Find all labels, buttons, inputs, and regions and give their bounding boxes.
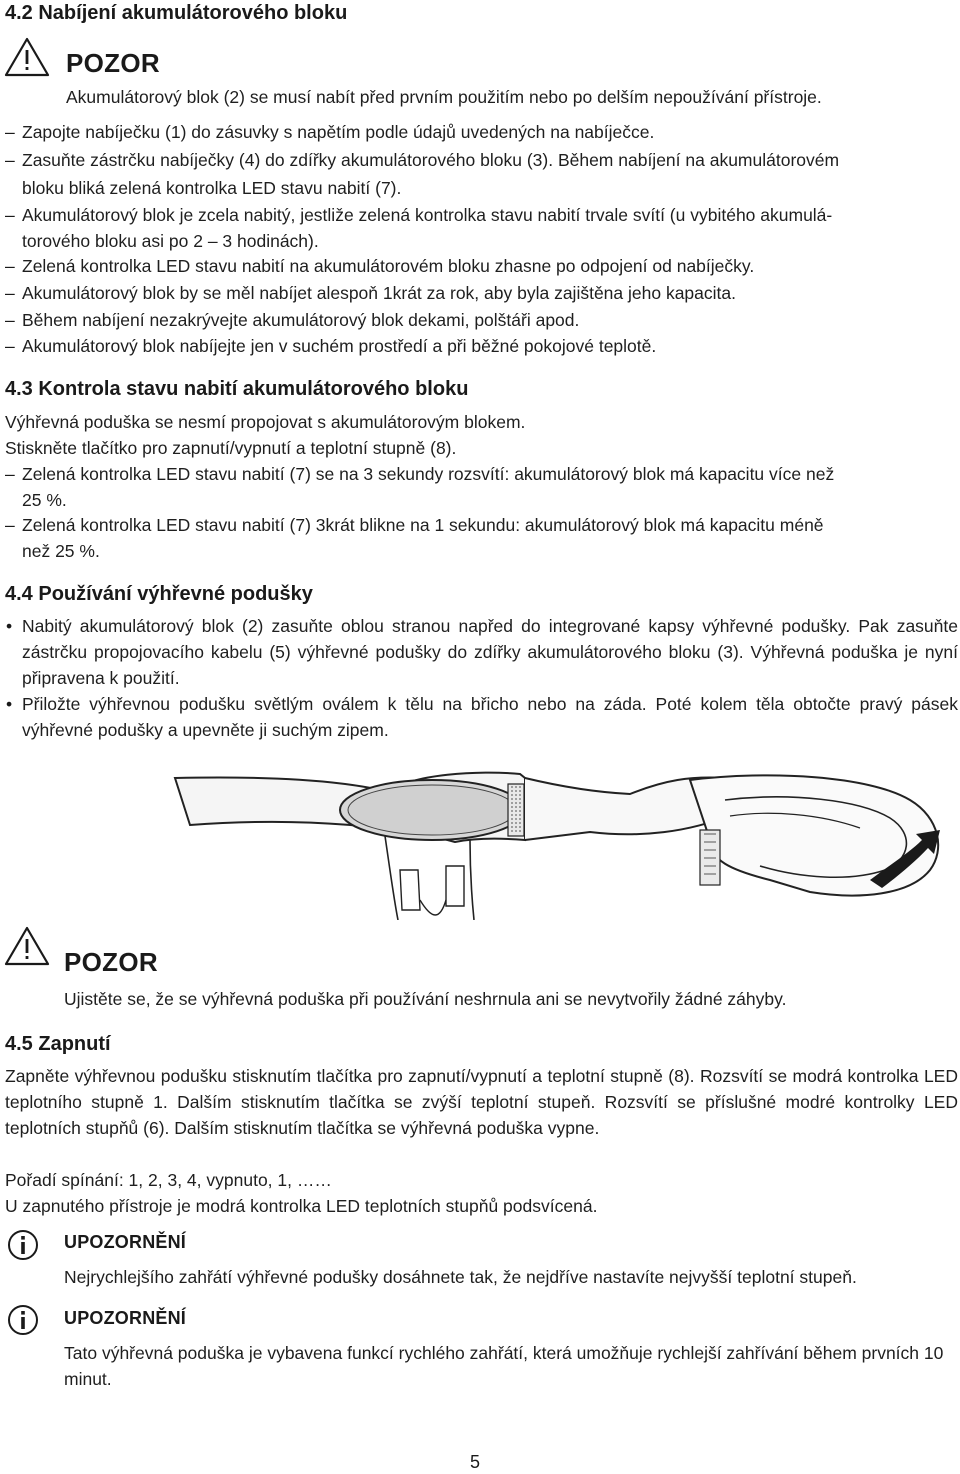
dash-marker: – [5, 122, 15, 142]
warning-title: POZOR [66, 48, 160, 78]
section-4-3-title: 4.3 Kontrola stavu nabití akumulátorového bloku [5, 378, 469, 400]
dash-marker: – [5, 515, 15, 535]
list-item: Zelená kontrolka LED stavu nabití na akumulátorovém bloku zhasne po odpojení od nabíječky. [22, 256, 755, 276]
bullet-marker: • [6, 694, 13, 714]
list-item: Akumulátorový blok nabíjejte jen v suchém prostředí a při běžné pokojové teplotě. [22, 336, 657, 356]
bullet-marker: • [6, 616, 13, 636]
warning-text: Akumulátorový blok (2) se musí nabít před prvním použitím nebo po delším nepoužívání přístroje. [66, 87, 822, 107]
list-item-continuation: 25 %. [22, 490, 67, 510]
paragraph-line: U zapnutého přístroje je modrá kontrolka LED teplotních stupňů podsvícená. [5, 1196, 598, 1216]
info-icon [7, 1304, 39, 1336]
dash-marker: – [5, 336, 15, 356]
dash-marker: – [5, 310, 15, 330]
warning-text: Ujistěte se, že se výhřevná poduška při používání neshrnula ani se nevytvořily žádné záhyby. [64, 989, 787, 1009]
list-item: Zapojte nabíječku (1) do zásuvky s napětím podle údajů uvedených na nabíječce. [22, 122, 655, 142]
list-item: Akumulátorový blok by se měl nabíjet alespoň 1krát za rok, aby byla zajištěna jeho kapacita. [22, 283, 736, 303]
note-text: Tato výhřevná poduška je vybavena funkcí rychlého zahřátí, která umožňuje rychlejší zahřívání během prvních 10 minut. [64, 1343, 944, 1389]
list-item: Zasuňte zástrčku nabíječky (4) do zdířky akumulátorového bloku (3). Během nabíjení na akumulátorovém [22, 150, 840, 170]
note-text: Nejrychlejšího zahřátí výhřevné podušky dosáhnete tak, že nejdříve nastavíte nejvyšší teplotní stupeň. [64, 1267, 857, 1287]
bullet-item: Nabitý akumulátorový blok (2) zasuňte oblou stranou napřed do integrované kapsy výhřevné podušky. Pak zasuňte zástrčku propojovacího kabelu (5) výhřevné podušky do zdířky akumulátorového bloku (3). Výhřevná poduška je nyní připravena k použití. [22, 616, 958, 688]
list-item: Akumulátorový blok je zcela nabitý, jestliže zelená kontrolka stavu nabití trvale svítí (u vybitého akumulá- [22, 205, 833, 225]
list-item-continuation: torového bloku asi po 2 – 3 hodinách). [22, 231, 319, 251]
list-item: Zelená kontrolka LED stavu nabití (7) se na 3 sekundy rozsvítí: akumulátorový blok má kapacitu více než [22, 464, 835, 484]
warning-triangle-icon [3, 925, 51, 967]
dash-marker: – [5, 464, 15, 484]
warning-title: POZOR [64, 947, 158, 977]
list-item-continuation: než 25 %. [22, 541, 100, 561]
section-4-5-title: 4.5 Zapnutí [5, 1033, 111, 1055]
list-item: Během nabíjení nezakrývejte akumulátorový blok dekami, polštáři apod. [22, 310, 580, 330]
heating-pad-illustration [170, 770, 960, 920]
list-item: Zelená kontrolka LED stavu nabití (7) 3krát blikne na 1 sekundu: akumulátorový blok má kapacitu méně [22, 515, 824, 535]
paragraph-line: Výhřevná poduška se nesmí propojovat s akumulátorovým blokem. [5, 412, 526, 432]
paragraph: Zapněte výhřevnou podušku stisknutím tlačítka pro zapnutí/vypnutí a teplotní stupně (8). Rozsvítí se modrá kontrolka LED teplotního stupně 1. Dalším stisknutím tlačítka se zvýší teplotní stupeň. Rozsvítí se příslušné modré kontrolky LED teplotních stupňů (6). Dalším stisknutím tlačítka se výhřevná poduška vypne. [5, 1066, 958, 1138]
warning-triangle-icon [3, 36, 51, 78]
dash-marker: – [5, 256, 15, 276]
info-icon [7, 1229, 39, 1261]
note-title: UPOZORNĚNÍ [64, 1232, 187, 1252]
note-title: UPOZORNĚNÍ [64, 1308, 187, 1328]
section-4-4-title: 4.4 Používání výhřevné podušky [5, 583, 313, 605]
section-4-2-title: 4.2 Nabíjení akumulátorového bloku [5, 2, 348, 24]
page-number: 5 [470, 1452, 481, 1472]
paragraph-line: Stiskněte tlačítko pro zapnutí/vypnutí a teplotní stupně (8). [5, 438, 457, 458]
dash-marker: – [5, 205, 15, 225]
dash-marker: – [5, 150, 15, 170]
dash-marker: – [5, 283, 15, 303]
list-item-continuation: bloku bliká zelená kontrolka LED stavu nabití (7). [22, 178, 402, 198]
bullet-item: Přiložte výhřevnou podušku světlým oválem k tělu na břicho nebo na záda. Poté kolem těla obtočte pravý pásek výhřevné podušky a upevněte ji suchým zipem. [22, 694, 958, 740]
paragraph-line: Pořadí spínání: 1, 2, 3, 4, vypnuto, 1, …… [5, 1170, 332, 1190]
